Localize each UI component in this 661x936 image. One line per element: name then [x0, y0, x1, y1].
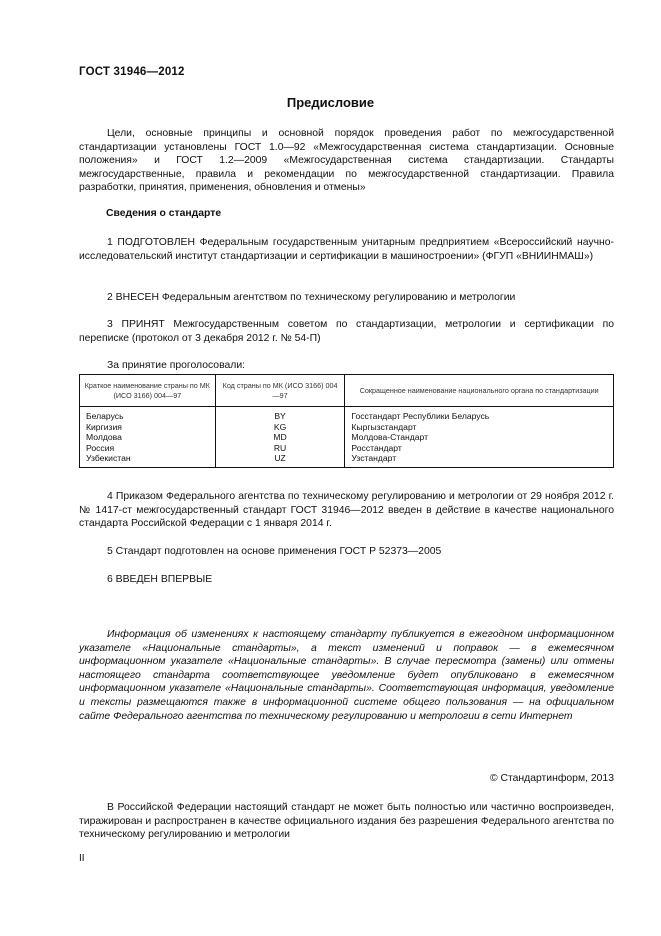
- copyright: © Стандартинформ, 2013: [489, 773, 614, 784]
- org-cell: Кыргызстандарт: [351, 421, 417, 432]
- voting-table: [79, 374, 614, 468]
- voted-label: За принятие проголосовали:: [107, 360, 246, 371]
- document-header: ГОСТ 31946—2012: [79, 66, 185, 78]
- org-cell: Узстандарт: [351, 453, 397, 463]
- code-cell: UZ: [274, 453, 286, 463]
- code-cell: KG: [273, 421, 287, 432]
- item-2-introduced: 2 ВНЕСЕН Федеральным агентством по техническому регулированию и метрологии: [107, 292, 516, 303]
- header-country: Краткое наименование страны по МК (ИСО 3166) 004—97: [80, 375, 216, 407]
- item-3-adopted: 3 ПРИНЯТ Межгосударственным советом по стандартизации, метрологии и сертификации по переписке (протокол от 3 декабря 2012 г. № 54-П): [79, 319, 614, 344]
- org-cell: Молдова-Стандарт: [351, 432, 429, 442]
- code-cell: MD: [273, 432, 287, 442]
- intro-paragraph: Цели, основные принципы и основной порядок проведения работ по межгосударственной стандартизации установлены ГОСТ 1.0—92 «Межгосударственная система стандартизации. Основные положения» и ГОСТ 1.2—2009 «Межгосударственная система стандартизации. Стандарты межгосударственные, правила и рекомендации по межгосударственной стандартизации. Правила разработки, принятия, применения, обновления и отмены»: [79, 128, 614, 194]
- code-cell: RU: [273, 442, 287, 453]
- rights-notice: В Российской Федерации настоящий стандарт не может быть полностью или частично воспроизведен, тиражирован и распространен в качестве официального издания без разрешения Федерального агентства по техническому регулированию и метрологии: [79, 802, 614, 841]
- country-cell: Россия: [86, 442, 115, 453]
- item-4-order: 4 Приказом Федерального агентства по техническому регулированию и метрологии от 29 ноября 2012 г. № 1417-ст межгосударственный стандарт ГОСТ 31946—2012 введен в действие в качестве национального стандарта Российской Федерации с 1 января 2014 г.: [79, 491, 614, 530]
- country-cell: Киргизия: [86, 421, 122, 432]
- item-1-prepared: 1 ПОДГОТОВЛЕН Федеральным государственным унитарным предприятием «Всероссийский научно-исследовательский институт стандартизации и сертификации в машиностроении» (ФГУП «ВНИИНМАШ»): [79, 237, 614, 262]
- item-5-basis: 5 Стандарт подготовлен на основе применения ГОСТ Р 52373—2005: [107, 546, 442, 557]
- page-title: Предисловие: [286, 95, 375, 110]
- org-cell: Росстандарт: [351, 442, 402, 453]
- country-cell: Беларусь: [86, 411, 124, 421]
- code-cell: BY: [274, 411, 286, 421]
- country-cell: Узбекистан: [86, 453, 131, 463]
- country-cell: Молдова: [86, 432, 122, 442]
- changes-notice: Информация об изменениях к настоящему стандарту публикуется в ежегодном информационном указателе «Национальные стандарты», а текст изменений и поправок — в ежемесячном информационном указателе «Национальные стандарты». В случае пересмотра (замены) или отмены настоящего стандарта соответствующее уведомление будет опубликовано в ежемесячном информационном указателе «Национальные стандарты». Соответствующая информация, уведомление и тексты размещаются также в информационной системе общего пользования — на официальном сайте Федерального агентства по техническому регулированию и метрологии в сети Интернет: [79, 629, 614, 722]
- item-6-first: 6 ВВЕДЕН ВПЕРВЫЕ: [107, 574, 213, 585]
- code-column: [215, 407, 345, 468]
- header-code: Код страны по МК (ИСО 3166) 004—97: [215, 375, 345, 407]
- country-column: [80, 407, 216, 468]
- org-column: [345, 407, 614, 468]
- page-number: II: [79, 853, 85, 864]
- table-row: [80, 407, 614, 468]
- header-org: Сокращенное наименование национального органа по стандартизации: [345, 375, 614, 407]
- info-heading: Сведения о стандарте: [106, 208, 222, 219]
- org-cell: Госстандарт Республики Беларусь: [351, 411, 490, 421]
- table-header-row: [80, 375, 614, 407]
